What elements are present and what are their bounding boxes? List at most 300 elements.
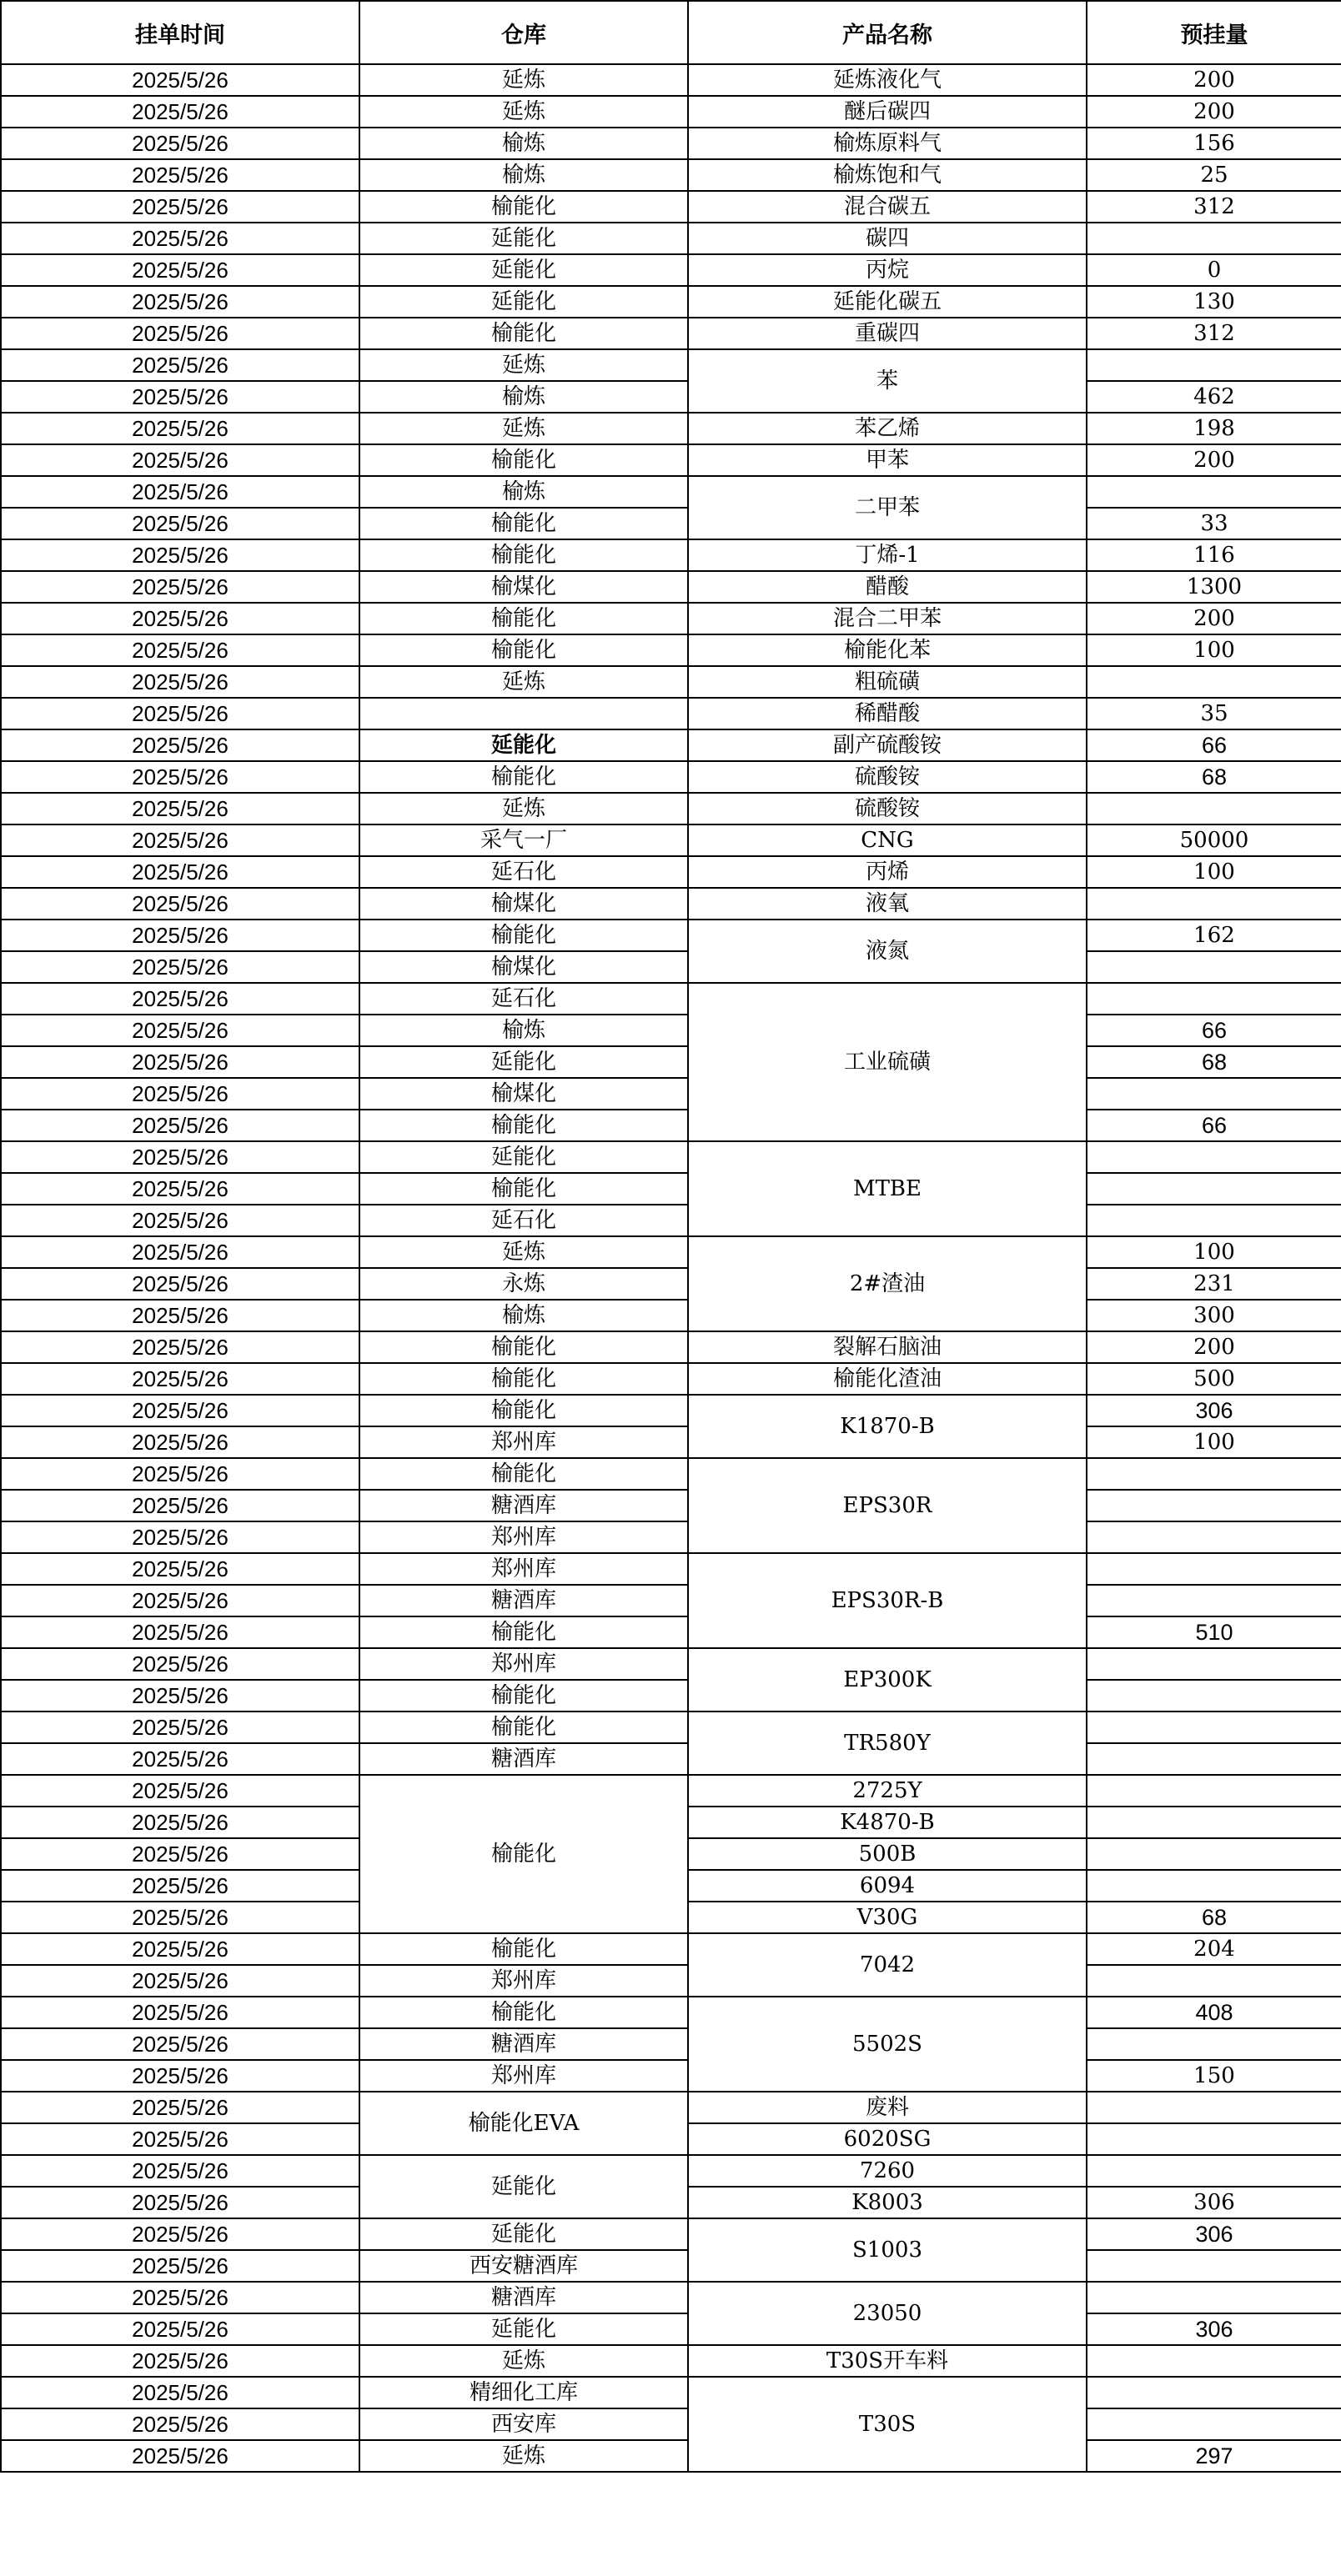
product-name-cell: K1870-B — [688, 1395, 1087, 1458]
warehouse-cell: 榆能化 — [359, 1933, 688, 1965]
quantity-cell: 510 — [1087, 1616, 1341, 1648]
product-name-cell: EPS30R-B — [688, 1553, 1087, 1648]
order-date-cell: 2025/5/26 — [1, 634, 359, 666]
warehouse-cell: 延能化 — [359, 223, 688, 254]
quantity-cell — [1087, 1553, 1341, 1585]
order-date-cell: 2025/5/26 — [1, 1015, 359, 1046]
table-row — [1, 2092, 1341, 2123]
product-name-cell: 混合二甲苯 — [688, 603, 1087, 634]
warehouse-cell: 榆炼 — [359, 128, 688, 159]
order-date-cell: 2025/5/26 — [1, 1110, 359, 1141]
order-date-cell: 2025/5/26 — [1, 1743, 359, 1775]
quantity-cell — [1087, 1743, 1341, 1775]
quantity-cell: 150 — [1087, 2060, 1341, 2092]
table-row — [1, 1743, 1341, 1775]
order-date-cell: 2025/5/26 — [1, 96, 359, 128]
quantity-cell: 200 — [1087, 64, 1341, 96]
header-quantity: 预挂量 — [1087, 1, 1341, 64]
quantity-cell: 198 — [1087, 413, 1341, 444]
quantity-cell: 68 — [1087, 1046, 1341, 1078]
table-row — [1, 191, 1341, 223]
order-date-cell: 2025/5/26 — [1, 856, 359, 888]
table-row — [1, 2218, 1341, 2250]
order-date-cell: 2025/5/26 — [1, 1300, 359, 1331]
table-row — [1, 444, 1341, 476]
quantity-cell — [1087, 2123, 1341, 2155]
quantity-cell: 162 — [1087, 920, 1341, 951]
table-row — [1, 1015, 1341, 1046]
table-row — [1, 1521, 1341, 1553]
table-row — [1, 1965, 1341, 1997]
warehouse-cell: 精细化工库 — [359, 2377, 688, 2408]
product-name-cell: 6020SG — [688, 2123, 1087, 2155]
order-date-cell: 2025/5/26 — [1, 1933, 359, 1965]
order-date-cell: 2025/5/26 — [1, 1078, 359, 1110]
order-date-cell: 2025/5/26 — [1, 2408, 359, 2440]
table-row — [1, 254, 1341, 286]
quantity-cell: 306 — [1087, 2187, 1341, 2218]
order-date-cell: 2025/5/26 — [1, 1838, 359, 1870]
warehouse-cell: 榆能化 — [359, 539, 688, 571]
warehouse-cell: 延石化 — [359, 983, 688, 1015]
warehouse-cell: 延能化 — [359, 1046, 688, 1078]
table-row — [1, 318, 1341, 349]
table-row — [1, 729, 1341, 761]
table-row — [1, 2282, 1341, 2313]
quantity-cell: 408 — [1087, 1997, 1341, 2028]
table-row — [1, 223, 1341, 254]
quantity-cell: 130 — [1087, 286, 1341, 318]
quantity-cell — [1087, 1458, 1341, 1490]
table-row — [1, 951, 1341, 983]
product-name-cell: 工业硫磺 — [688, 983, 1087, 1141]
quantity-cell: 200 — [1087, 603, 1341, 634]
order-date-cell: 2025/5/26 — [1, 1553, 359, 1585]
product-name-cell: 榆炼原料气 — [688, 128, 1087, 159]
warehouse-cell: 榆能化 — [359, 634, 688, 666]
quantity-cell — [1087, 2377, 1341, 2408]
order-date-cell: 2025/5/26 — [1, 1236, 359, 1268]
warehouse-cell: 榆炼 — [359, 476, 688, 508]
warehouse-cell: 榆能化 — [359, 444, 688, 476]
order-date-cell: 2025/5/26 — [1, 508, 359, 539]
warehouse-cell: 榆能化 — [359, 1363, 688, 1395]
order-date-cell: 2025/5/26 — [1, 318, 359, 349]
order-date-cell: 2025/5/26 — [1, 2218, 359, 2250]
product-name-cell: 榆能化渣油 — [688, 1363, 1087, 1395]
order-date-cell: 2025/5/26 — [1, 2155, 359, 2187]
warehouse-cell: 榆能化 — [359, 508, 688, 539]
quantity-cell — [1087, 1173, 1341, 1205]
quantity-cell — [1087, 1141, 1341, 1173]
product-name-cell: 23050 — [688, 2282, 1087, 2345]
product-name-cell: 6094 — [688, 1870, 1087, 1902]
warehouse-cell: 榆炼 — [359, 1300, 688, 1331]
quantity-cell — [1087, 349, 1341, 381]
warehouse-cell: 榆煤化 — [359, 1078, 688, 1110]
table-row — [1, 2250, 1341, 2282]
quantity-cell — [1087, 793, 1341, 824]
product-name-cell: 榆炼饱和气 — [688, 159, 1087, 191]
product-name-cell: 硫酸铵 — [688, 793, 1087, 824]
order-date-cell: 2025/5/26 — [1, 254, 359, 286]
order-date-cell: 2025/5/26 — [1, 888, 359, 920]
order-date-cell: 2025/5/26 — [1, 1205, 359, 1236]
product-name-cell: 丙烷 — [688, 254, 1087, 286]
warehouse-cell: 延炼 — [359, 64, 688, 96]
quantity-cell — [1087, 666, 1341, 698]
table-row — [1, 1458, 1341, 1490]
product-name-cell: 液氧 — [688, 888, 1087, 920]
order-date-cell: 2025/5/26 — [1, 1141, 359, 1173]
order-date-cell: 2025/5/26 — [1, 729, 359, 761]
product-name-cell: 混合碳五 — [688, 191, 1087, 223]
order-date-cell: 2025/5/26 — [1, 824, 359, 856]
product-name-cell: 甲苯 — [688, 444, 1087, 476]
warehouse-cell: 延能化 — [359, 254, 688, 286]
quantity-cell — [1087, 983, 1341, 1015]
quantity-cell — [1087, 1490, 1341, 1521]
order-date-cell: 2025/5/26 — [1, 191, 359, 223]
warehouse-cell: 榆能化 — [359, 1110, 688, 1141]
quantity-cell: 300 — [1087, 1300, 1341, 1331]
order-date-cell: 2025/5/26 — [1, 1648, 359, 1680]
warehouse-cell: 糖酒库 — [359, 2028, 688, 2060]
order-date-cell: 2025/5/26 — [1, 1585, 359, 1616]
quantity-cell: 306 — [1087, 2218, 1341, 2250]
warehouse-cell: 榆能化 — [359, 761, 688, 793]
table-row — [1, 698, 1341, 729]
product-name-cell: 裂解石脑油 — [688, 1331, 1087, 1363]
order-date-cell: 2025/5/26 — [1, 2282, 359, 2313]
quantity-cell: 462 — [1087, 381, 1341, 413]
warehouse-cell: 榆能化 — [359, 1173, 688, 1205]
order-date-cell: 2025/5/26 — [1, 2187, 359, 2218]
quantity-cell: 297 — [1087, 2440, 1341, 2472]
warehouse-cell: 榆能化EVA — [359, 2092, 688, 2155]
order-date-cell: 2025/5/26 — [1, 1521, 359, 1553]
order-date-cell: 2025/5/26 — [1, 2377, 359, 2408]
order-date-cell: 2025/5/26 — [1, 1426, 359, 1458]
product-name-cell: 碳四 — [688, 223, 1087, 254]
product-name-cell: T30S — [688, 2377, 1087, 2472]
quantity-cell — [1087, 223, 1341, 254]
table-row — [1, 571, 1341, 603]
quantity-cell — [1087, 2250, 1341, 2282]
table-row — [1, 1331, 1341, 1363]
warehouse-cell: 延能化 — [359, 2155, 688, 2218]
order-date-cell: 2025/5/26 — [1, 1711, 359, 1743]
product-name-cell: 5502S — [688, 1997, 1087, 2092]
table-row — [1, 1616, 1341, 1648]
warehouse-cell: 榆能化 — [359, 1997, 688, 2028]
order-date-cell: 2025/5/26 — [1, 1965, 359, 1997]
quantity-cell — [1087, 2345, 1341, 2377]
product-name-cell: MTBE — [688, 1141, 1087, 1236]
table-row — [1, 1680, 1341, 1711]
product-name-cell: 延能化碳五 — [688, 286, 1087, 318]
table-row — [1, 793, 1341, 824]
warehouse-cell: 延炼 — [359, 96, 688, 128]
warehouse-cell: 延石化 — [359, 856, 688, 888]
order-date-cell: 2025/5/26 — [1, 983, 359, 1015]
order-date-cell: 2025/5/26 — [1, 223, 359, 254]
order-date-cell: 2025/5/26 — [1, 444, 359, 476]
warehouse-cell: 延能化 — [359, 2218, 688, 2250]
warehouse-cell: 榆能化 — [359, 1711, 688, 1743]
table-row — [1, 1205, 1341, 1236]
order-date-cell: 2025/5/26 — [1, 349, 359, 381]
order-date-cell: 2025/5/26 — [1, 951, 359, 983]
quantity-cell: 200 — [1087, 96, 1341, 128]
order-date-cell: 2025/5/26 — [1, 1395, 359, 1426]
table-row — [1, 2440, 1341, 2472]
table-row — [1, 1997, 1341, 2028]
warehouse-cell: 延炼 — [359, 2440, 688, 2472]
warehouse-cell: 糖酒库 — [359, 1490, 688, 1521]
table-row — [1, 413, 1341, 444]
product-name-cell: 二甲苯 — [688, 476, 1087, 539]
quantity-cell — [1087, 1078, 1341, 1110]
quantity-cell: 231 — [1087, 1268, 1341, 1300]
table-row — [1, 1300, 1341, 1331]
warehouse-cell: 郑州库 — [359, 2060, 688, 2092]
warehouse-cell: 延炼 — [359, 666, 688, 698]
table-row — [1, 1775, 1341, 1807]
warehouse-cell: 永炼 — [359, 1268, 688, 1300]
quantity-cell: 1300 — [1087, 571, 1341, 603]
order-date-cell: 2025/5/26 — [1, 1268, 359, 1300]
warehouse-cell: 郑州库 — [359, 1965, 688, 1997]
warehouse-cell: 延炼 — [359, 413, 688, 444]
order-date-cell: 2025/5/26 — [1, 1807, 359, 1838]
order-date-cell: 2025/5/26 — [1, 381, 359, 413]
warehouse-cell: 榆能化 — [359, 1395, 688, 1426]
warehouse-cell: 西安糖酒库 — [359, 2250, 688, 2282]
product-name-cell: V30G — [688, 1902, 1087, 1933]
quantity-cell — [1087, 1585, 1341, 1616]
order-date-cell: 2025/5/26 — [1, 1173, 359, 1205]
quantity-cell: 66 — [1087, 729, 1341, 761]
order-date-cell: 2025/5/26 — [1, 2092, 359, 2123]
product-name-cell: K8003 — [688, 2187, 1087, 2218]
table-row — [1, 634, 1341, 666]
order-date-cell: 2025/5/26 — [1, 793, 359, 824]
order-date-cell: 2025/5/26 — [1, 761, 359, 793]
product-name-cell: T30S开车料 — [688, 2345, 1087, 2377]
warehouse-cell: 糖酒库 — [359, 1585, 688, 1616]
quantity-cell — [1087, 888, 1341, 920]
table-row — [1, 286, 1341, 318]
table-row — [1, 2155, 1341, 2187]
table-row — [1, 64, 1341, 96]
product-name-cell: 液氮 — [688, 920, 1087, 983]
table-body — [1, 64, 1341, 2472]
table-row — [1, 824, 1341, 856]
quantity-cell — [1087, 1775, 1341, 1807]
warehouse-cell: 延炼 — [359, 793, 688, 824]
order-date-cell: 2025/5/26 — [1, 1997, 359, 2028]
quantity-cell — [1087, 1680, 1341, 1711]
warehouse-cell: 郑州库 — [359, 1521, 688, 1553]
quantity-cell: 66 — [1087, 1110, 1341, 1141]
header-warehouse: 仓库 — [359, 1, 688, 64]
table-row — [1, 856, 1341, 888]
warehouse-cell: 延能化 — [359, 286, 688, 318]
quantity-cell: 0 — [1087, 254, 1341, 286]
product-name-cell: TR580Y — [688, 1711, 1087, 1775]
warehouse-cell: 榆能化 — [359, 1775, 688, 1933]
table-row — [1, 920, 1341, 951]
order-date-cell: 2025/5/26 — [1, 2060, 359, 2092]
quantity-cell — [1087, 1205, 1341, 1236]
warehouse-cell: 延石化 — [359, 1205, 688, 1236]
quantity-cell: 25 — [1087, 159, 1341, 191]
quantity-cell: 306 — [1087, 1395, 1341, 1426]
order-date-cell: 2025/5/26 — [1, 64, 359, 96]
warehouse-cell: 西安库 — [359, 2408, 688, 2440]
table-row — [1, 159, 1341, 191]
warehouse-cell: 榆炼 — [359, 159, 688, 191]
product-name-cell: 醚后碳四 — [688, 96, 1087, 128]
order-date-cell: 2025/5/26 — [1, 476, 359, 508]
order-date-cell: 2025/5/26 — [1, 698, 359, 729]
order-date-cell: 2025/5/26 — [1, 920, 359, 951]
quantity-cell — [1087, 1711, 1341, 1743]
table-row — [1, 1110, 1341, 1141]
quantity-cell: 200 — [1087, 444, 1341, 476]
warehouse-cell: 采气一厂 — [359, 824, 688, 856]
table-row — [1, 1173, 1341, 1205]
product-name-cell: 延炼液化气 — [688, 64, 1087, 96]
product-name-cell: 重碳四 — [688, 318, 1087, 349]
order-date-cell: 2025/5/26 — [1, 1458, 359, 1490]
product-name-cell: 硫酸铵 — [688, 761, 1087, 793]
warehouse-cell: 榆炼 — [359, 1015, 688, 1046]
table-row — [1, 2345, 1341, 2377]
warehouse-cell: 榆煤化 — [359, 571, 688, 603]
quantity-cell — [1087, 1965, 1341, 1997]
table-row — [1, 761, 1341, 793]
warehouse-cell: 延能化 — [359, 2313, 688, 2345]
quantity-cell — [1087, 951, 1341, 983]
table-row — [1, 1490, 1341, 1521]
order-date-cell: 2025/5/26 — [1, 1616, 359, 1648]
order-date-cell: 2025/5/26 — [1, 1775, 359, 1807]
table-row — [1, 508, 1341, 539]
product-name-cell: 丙烯 — [688, 856, 1087, 888]
product-name-cell: S1003 — [688, 2218, 1087, 2282]
quantity-cell: 35 — [1087, 698, 1341, 729]
table-row — [1, 1141, 1341, 1173]
quantity-cell: 100 — [1087, 1236, 1341, 1268]
table-row — [1, 1363, 1341, 1395]
table-row — [1, 2028, 1341, 2060]
order-date-cell: 2025/5/26 — [1, 286, 359, 318]
order-date-cell: 2025/5/26 — [1, 666, 359, 698]
warehouse-cell: 榆能化 — [359, 1616, 688, 1648]
product-name-cell: 副产硫酸铵 — [688, 729, 1087, 761]
table-row — [1, 476, 1341, 508]
quantity-cell — [1087, 1648, 1341, 1680]
order-date-cell: 2025/5/26 — [1, 1363, 359, 1395]
warehouse-cell: 榆能化 — [359, 603, 688, 634]
order-date-cell: 2025/5/26 — [1, 159, 359, 191]
quantity-cell: 100 — [1087, 856, 1341, 888]
warehouse-cell: 延炼 — [359, 349, 688, 381]
order-date-cell: 2025/5/26 — [1, 571, 359, 603]
quantity-cell — [1087, 2155, 1341, 2187]
warehouse-cell: 糖酒库 — [359, 2282, 688, 2313]
table-row — [1, 1268, 1341, 1300]
header-order-time: 挂单时间 — [1, 1, 359, 64]
product-name-cell: EPS30R — [688, 1458, 1087, 1553]
table-row — [1, 1553, 1341, 1585]
table-row — [1, 1933, 1341, 1965]
header-product-name: 产品名称 — [688, 1, 1087, 64]
table-row — [1, 96, 1341, 128]
quantity-cell: 312 — [1087, 191, 1341, 223]
table-row — [1, 983, 1341, 1015]
warehouse-cell: 郑州库 — [359, 1648, 688, 1680]
order-date-cell: 2025/5/26 — [1, 1331, 359, 1363]
warehouse-cell: 延炼 — [359, 1236, 688, 1268]
quantity-cell: 204 — [1087, 1933, 1341, 1965]
warehouse-cell: 榆煤化 — [359, 951, 688, 983]
quantity-cell: 50000 — [1087, 824, 1341, 856]
table-row — [1, 2060, 1341, 2092]
warehouse-cell: 榆能化 — [359, 1458, 688, 1490]
order-date-cell: 2025/5/26 — [1, 539, 359, 571]
header-row — [1, 1, 1341, 64]
warehouse-cell: 延炼 — [359, 2345, 688, 2377]
product-name-cell: K4870-B — [688, 1807, 1087, 1838]
product-name-cell: 500B — [688, 1838, 1087, 1870]
quantity-cell: 116 — [1087, 539, 1341, 571]
quantity-cell — [1087, 2092, 1341, 2123]
quantity-cell: 100 — [1087, 634, 1341, 666]
quantity-cell — [1087, 1870, 1341, 1902]
warehouse-cell: 榆能化 — [359, 920, 688, 951]
warehouse-cell: 郑州库 — [359, 1426, 688, 1458]
table-row — [1, 539, 1341, 571]
table-row — [1, 1711, 1341, 1743]
quantity-cell: 156 — [1087, 128, 1341, 159]
quantity-cell: 68 — [1087, 1902, 1341, 1933]
warehouse-cell: 榆能化 — [359, 318, 688, 349]
order-date-cell: 2025/5/26 — [1, 1490, 359, 1521]
table-row — [1, 1585, 1341, 1616]
quantity-cell — [1087, 2028, 1341, 2060]
quantity-cell — [1087, 1521, 1341, 1553]
product-name-cell: 苯 — [688, 349, 1087, 413]
quantity-cell — [1087, 2408, 1341, 2440]
order-date-cell: 2025/5/26 — [1, 1870, 359, 1902]
warehouse-cell: 榆能化 — [359, 1680, 688, 1711]
product-name-cell: 榆能化苯 — [688, 634, 1087, 666]
order-date-cell: 2025/5/26 — [1, 2028, 359, 2060]
quantity-cell: 200 — [1087, 1331, 1341, 1363]
order-date-cell: 2025/5/26 — [1, 2313, 359, 2345]
quantity-cell: 500 — [1087, 1363, 1341, 1395]
warehouse-cell: 延能化 — [359, 1141, 688, 1173]
warehouse-cell: 榆能化 — [359, 1331, 688, 1363]
product-name-cell: 2725Y — [688, 1775, 1087, 1807]
table-row — [1, 1648, 1341, 1680]
warehouse-cell: 郑州库 — [359, 1553, 688, 1585]
table-row — [1, 128, 1341, 159]
table-row — [1, 1426, 1341, 1458]
